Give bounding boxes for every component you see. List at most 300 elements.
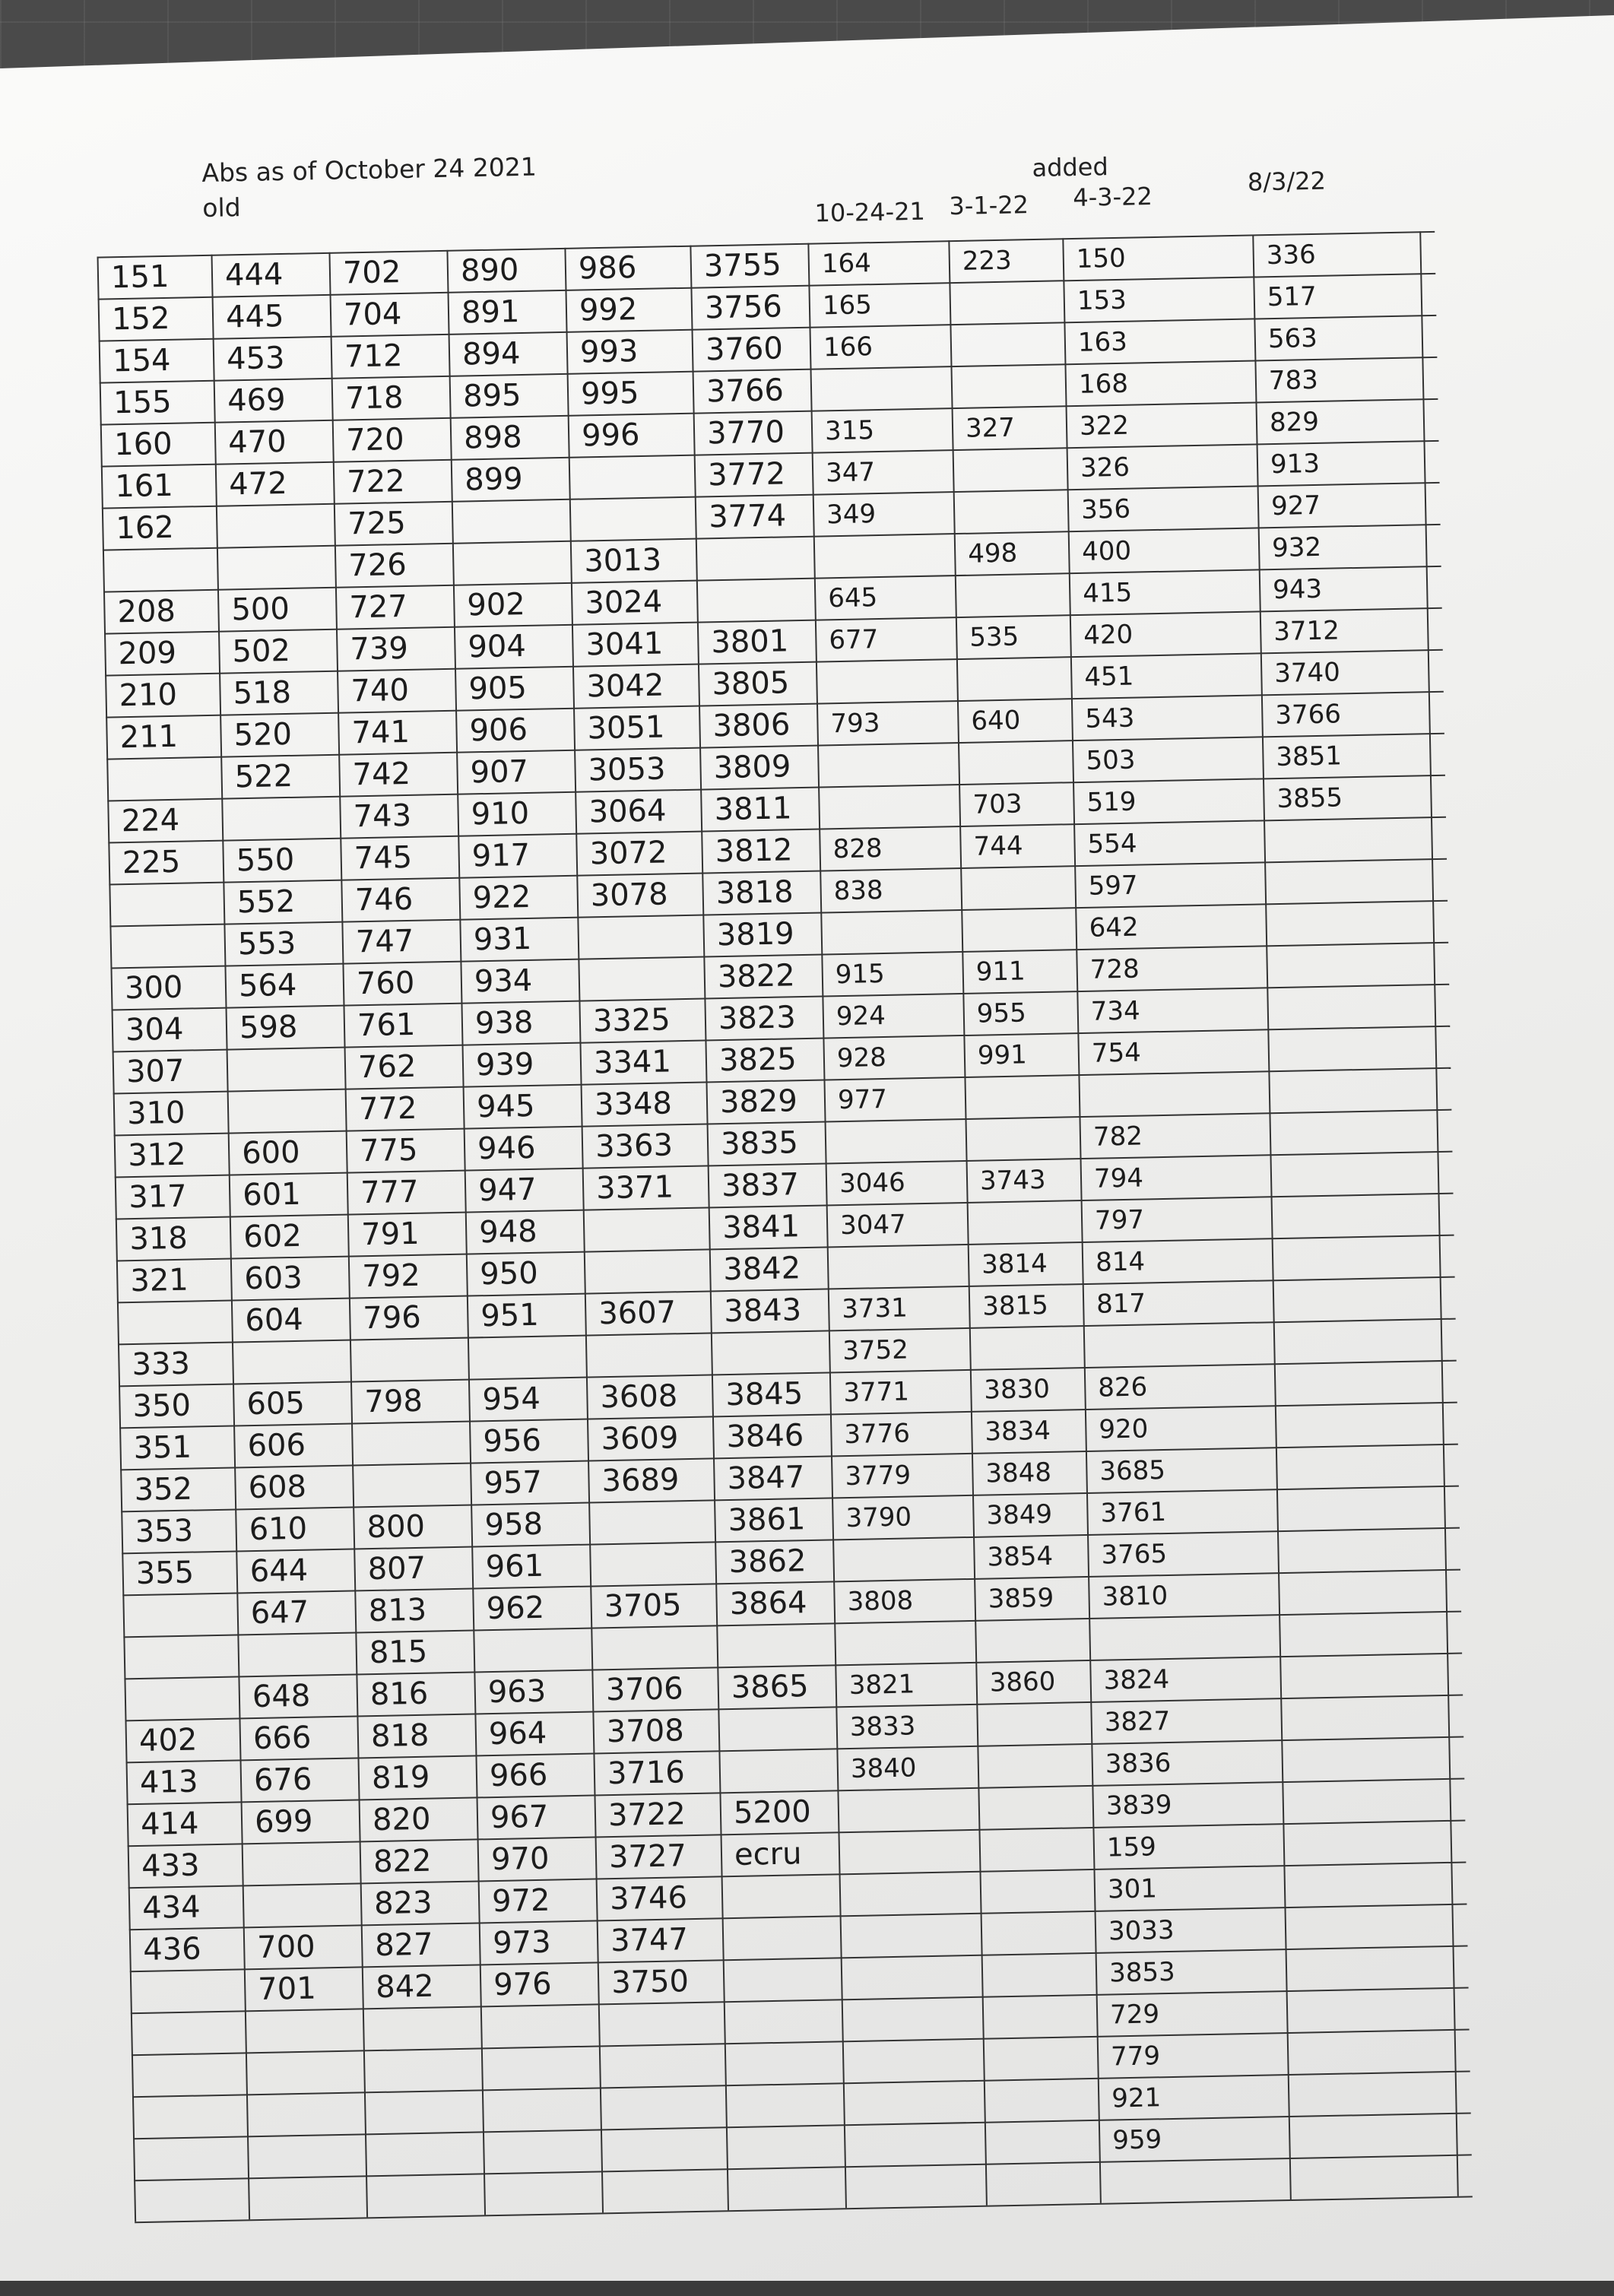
table-cell: 3607 [598, 1295, 677, 1332]
table-cell: 745 [354, 839, 413, 877]
table-cell: 152 [111, 300, 170, 338]
table-cell: 3839 [1105, 1789, 1172, 1822]
table-cell: 822 [373, 1843, 432, 1880]
table-cell: 300 [124, 969, 183, 1007]
table-cell: 744 [973, 830, 1023, 862]
table-cell: 772 [358, 1090, 417, 1127]
table-cell: 3827 [1104, 1705, 1171, 1738]
table-cell: 966 [489, 1757, 548, 1794]
table-cell: 905 [468, 670, 528, 707]
table-cell: 796 [362, 1299, 422, 1337]
table-cell: 610 [249, 1511, 308, 1548]
table-cell: 154 [112, 342, 171, 379]
table-cell: 640 [971, 705, 1021, 737]
table-cell: 160 [113, 426, 173, 463]
table-cell: 3752 [842, 1334, 909, 1367]
table-cell: 3855 [1276, 782, 1343, 815]
table-cell: 970 [490, 1841, 550, 1878]
table-cell: 754 [1091, 1037, 1142, 1069]
table-cell: 3776 [844, 1418, 911, 1451]
table-row-rule [134, 2154, 1472, 2181]
table-cell: 973 [492, 1924, 551, 1961]
table-cell: 472 [228, 465, 288, 503]
table-cell: 436 [142, 1931, 202, 1968]
header-date-3: 4-3-22 [1072, 182, 1153, 213]
table-cell: 3851 [1276, 740, 1343, 773]
table-cell: 917 [471, 837, 531, 874]
table-cell: 333 [132, 1346, 191, 1383]
table-cell: 3825 [718, 1042, 797, 1079]
table-row-rule [129, 1903, 1467, 1930]
table-cell: 920 [1098, 1413, 1149, 1445]
table-cell: 3810 [1102, 1580, 1168, 1613]
table-cell: 605 [246, 1385, 306, 1422]
table-cell: 3822 [717, 958, 796, 995]
table-cell: 3809 [713, 749, 791, 786]
table-cell: 162 [115, 509, 175, 547]
table-cell: 3771 [843, 1376, 910, 1409]
table-cell: 3064 [588, 793, 667, 830]
table-cell: 3849 [986, 1498, 1053, 1531]
table-cell: 828 [832, 833, 883, 865]
table-cell: 3846 [726, 1418, 804, 1455]
table-cell: 902 [466, 586, 526, 623]
table-cell: 775 [359, 1132, 418, 1169]
table-cell: 3756 [704, 289, 783, 326]
table-cell: 223 [962, 245, 1013, 277]
table-cell: 3706 [605, 1671, 684, 1708]
table-cell: 972 [491, 1882, 550, 1920]
table-cell: 964 [488, 1715, 547, 1752]
table-cell: 310 [126, 1095, 185, 1132]
table-cell: 934 [474, 962, 533, 1000]
table-cell: 3740 [1273, 657, 1341, 690]
table-cell: 842 [375, 1968, 435, 2006]
table-cell: 415 [1082, 577, 1133, 609]
table-cell: 947 [477, 1172, 537, 1209]
table-cell: 208 [117, 593, 176, 630]
table-cell: 922 [472, 879, 531, 916]
table-cell: 336 [1266, 239, 1317, 271]
table-cell: 729 [1109, 1999, 1160, 2031]
table-cell: 564 [238, 967, 297, 1004]
table-cell: 3760 [705, 331, 784, 368]
table-cell: 3819 [716, 916, 795, 953]
table-cell: 946 [477, 1130, 536, 1167]
table-cell: 826 [1097, 1372, 1148, 1403]
table-cell: 957 [484, 1464, 543, 1502]
table-cell: 3854 [987, 1540, 1054, 1573]
table-cell: 718 [344, 379, 404, 417]
table-cell: 950 [479, 1255, 539, 1292]
table-cell: 782 [1092, 1121, 1143, 1153]
table-cell: ecru [734, 1836, 802, 1873]
table-cell: 553 [237, 925, 296, 962]
table-cell: 543 [1085, 702, 1135, 734]
table-cell: 3770 [706, 414, 785, 452]
table-cell: 747 [355, 923, 414, 960]
title-line-1: Abs as of October 24 2021 [201, 151, 537, 189]
table-cell: 168 [1078, 368, 1129, 400]
table-cell: 793 [830, 708, 880, 740]
table-cell: 606 [247, 1427, 306, 1464]
table-cell: 600 [241, 1134, 300, 1172]
table-cell: 819 [371, 1759, 430, 1797]
table-cell: 3818 [715, 874, 794, 912]
table-row-rule [132, 2028, 1470, 2056]
table-cell: 791 [360, 1216, 420, 1253]
table-cell: 3790 [845, 1502, 912, 1534]
table-cell: 520 [233, 716, 293, 753]
table-cell: 911 [975, 956, 1026, 988]
table-cell: 209 [118, 635, 177, 672]
table-cell: 739 [350, 630, 409, 668]
table-column-rule [1419, 231, 1459, 2196]
table-cell: 963 [487, 1673, 547, 1711]
table-cell: 349 [826, 499, 877, 531]
table-cell: 166 [823, 331, 874, 363]
table-cell: 304 [125, 1011, 184, 1048]
table-cell: 921 [1111, 2082, 1162, 2114]
table-cell: 829 [1269, 406, 1320, 439]
table-cell: 3047 [839, 1209, 907, 1242]
table-cell: 898 [463, 420, 522, 456]
table-cell: 3046 [839, 1167, 906, 1200]
table-cell: 3805 [712, 665, 790, 702]
table-cell: 823 [373, 1885, 433, 1922]
table-cell: 3609 [601, 1420, 679, 1457]
header-date-1: 10-24-21 [814, 196, 926, 228]
table-cell: 666 [252, 1720, 312, 1757]
table-cell: 3755 [703, 247, 782, 284]
table-cell: 554 [1087, 828, 1137, 860]
table-cell: 954 [482, 1381, 541, 1418]
table-cell: 225 [122, 844, 181, 881]
table-column-rule [1252, 234, 1292, 2199]
table-cell: 563 [1267, 322, 1318, 355]
table-cell: 434 [141, 1889, 201, 1926]
table-cell: 326 [1080, 452, 1130, 484]
table-row-rule [131, 1987, 1469, 2014]
table-cell: 3750 [610, 1964, 690, 2001]
table-cell: 976 [493, 1966, 553, 2003]
table-cell: 818 [370, 1717, 430, 1755]
table-cell: 704 [343, 297, 402, 333]
table-cell: 938 [474, 1004, 534, 1042]
table-cell: 355 [135, 1555, 195, 1592]
table-cell: 817 [1096, 1288, 1146, 1320]
table-cell: 597 [1088, 870, 1138, 902]
table-cell: 400 [1081, 535, 1132, 567]
table-cell: 3847 [727, 1460, 805, 1497]
table-cell: 150 [1076, 243, 1127, 274]
table-cell: 894 [461, 336, 521, 373]
table-cell: 3823 [718, 1000, 797, 1037]
table-cell: 321 [129, 1262, 189, 1299]
table-cell: 645 [827, 582, 878, 614]
table-cell: 3689 [601, 1462, 680, 1499]
table-cell: 3761 [1100, 1496, 1167, 1529]
title-line-2: old [201, 192, 241, 224]
table-cell: 895 [462, 378, 522, 414]
table-row-rule [132, 2070, 1470, 2098]
table-cell: 356 [1080, 493, 1131, 525]
table-cell: 3041 [585, 626, 664, 663]
table-cell: 3853 [1108, 1956, 1176, 1989]
header-date-4: 8/3/22 [1247, 166, 1327, 197]
table-cell: 3835 [720, 1125, 799, 1162]
table-cell: 498 [967, 538, 1018, 569]
table-cell: 3772 [707, 456, 786, 493]
table-cell: 402 [138, 1722, 198, 1758]
table-row-rule [135, 2196, 1473, 2223]
table-cell: 453 [226, 340, 285, 377]
table-cell: 315 [824, 415, 875, 447]
table-row-rule [130, 1945, 1468, 1972]
table-cell: 518 [233, 674, 292, 712]
table-cell: 951 [480, 1297, 540, 1334]
table-cell: 602 [243, 1218, 303, 1255]
table-cell: 3837 [721, 1167, 800, 1204]
table-cell: 164 [821, 248, 872, 280]
table-cell: 741 [351, 714, 411, 751]
table-cell: 3363 [595, 1127, 674, 1165]
table-cell: 676 [253, 1762, 312, 1799]
table-cell: 352 [134, 1471, 193, 1508]
table-cell: 703 [972, 788, 1023, 820]
table-cell: 224 [121, 802, 180, 839]
table-cell: 701 [257, 1971, 317, 2008]
table-cell: 3829 [719, 1083, 798, 1121]
table-cell: 151 [110, 258, 170, 296]
table-cell: 959 [1111, 2124, 1162, 2156]
table-cell: 413 [139, 1764, 198, 1800]
added-label: added [1032, 152, 1109, 183]
table-cell: 433 [141, 1847, 200, 1884]
table-cell: 3834 [985, 1415, 1051, 1448]
table-cell: 3685 [1099, 1455, 1166, 1487]
table-cell: 3013 [583, 542, 662, 579]
table-cell: 932 [1271, 531, 1322, 564]
table-cell: 3341 [593, 1044, 672, 1081]
table-cell: 522 [234, 758, 293, 795]
table-cell: 722 [346, 463, 406, 500]
table-cell: 3348 [594, 1086, 673, 1123]
table-column-rule [564, 248, 604, 2213]
table-cell: 986 [578, 250, 637, 287]
table-cell: 3042 [586, 668, 664, 705]
table-cell: 992 [579, 292, 638, 328]
table-cell: 3860 [989, 1666, 1056, 1698]
table-cell: 816 [369, 1676, 429, 1713]
table-cell: 3808 [847, 1585, 914, 1618]
table-cell: 891 [461, 294, 520, 331]
table-cell: 746 [354, 881, 414, 918]
table-cell: 351 [133, 1429, 192, 1467]
table-cell: 798 [364, 1383, 423, 1420]
table-cell: 967 [490, 1799, 549, 1836]
table-cell: 3371 [595, 1169, 674, 1207]
table-cell: 550 [236, 842, 295, 879]
table-cell: 779 [1110, 2041, 1161, 2072]
table-cell: 3843 [723, 1292, 802, 1330]
table-cell: 3801 [710, 623, 789, 661]
table-cell: 517 [1267, 281, 1318, 313]
table-cell: 648 [252, 1678, 311, 1715]
table-cell: 720 [345, 421, 405, 458]
table-cell: 3766 [1274, 699, 1342, 731]
table-cell: 820 [372, 1801, 431, 1838]
table-cell: 3814 [981, 1248, 1048, 1280]
table-cell: 945 [476, 1088, 535, 1125]
table-cell: 993 [579, 334, 639, 370]
table-cell: 948 [478, 1213, 538, 1251]
header-date-2: 3-1-22 [949, 190, 1029, 221]
table-cell: 163 [1077, 326, 1128, 358]
table-cell: 353 [135, 1513, 194, 1550]
table-cell: 3727 [608, 1838, 687, 1876]
table-column-rule [948, 240, 988, 2206]
table-cell: 760 [356, 965, 415, 1002]
table-cell: 470 [227, 423, 287, 461]
table-cell: 797 [1094, 1204, 1145, 1236]
table-cell: 312 [127, 1137, 187, 1174]
document-title [201, 150, 537, 226]
table-cell: 3859 [988, 1582, 1054, 1615]
table-cell: 347 [825, 457, 876, 489]
table-cell: 712 [344, 338, 403, 375]
table-cell: 762 [357, 1048, 417, 1086]
table-cell: 444 [224, 256, 284, 293]
table-cell: 3845 [725, 1376, 804, 1413]
table-cell: 211 [119, 718, 179, 756]
table-row-rule [103, 566, 1441, 593]
table-cell: 3842 [722, 1251, 801, 1288]
table-cell: 3841 [721, 1209, 801, 1246]
table-cell: 899 [464, 461, 524, 498]
table-cell: 740 [350, 672, 410, 709]
table-cell: 3078 [590, 877, 668, 914]
table-cell: 155 [113, 384, 173, 421]
table-cell: 813 [368, 1592, 427, 1629]
table-row-rule [133, 2112, 1471, 2139]
table-cell: 604 [244, 1302, 304, 1339]
table-cell: 608 [248, 1469, 307, 1506]
table-cell: 3712 [1273, 615, 1340, 648]
table-cell: 928 [836, 1042, 887, 1074]
table-cell: 519 [1086, 786, 1137, 818]
table-cell: 958 [484, 1506, 544, 1543]
table-cell: 647 [250, 1594, 309, 1632]
table-cell: 3053 [588, 751, 666, 788]
table-cell: 727 [348, 588, 408, 626]
table-cell: 159 [1106, 1831, 1157, 1863]
table-cell: 3779 [845, 1460, 912, 1492]
table-cell: 3833 [849, 1711, 916, 1743]
table-cell: 783 [1268, 364, 1319, 397]
table-cell: 3722 [607, 1797, 687, 1834]
table-cell: 603 [243, 1260, 303, 1297]
table-cell: 702 [342, 255, 401, 291]
table-cell: 996 [581, 417, 640, 454]
table-cell: 3716 [607, 1755, 686, 1792]
table-cell: 931 [473, 921, 532, 958]
table-cell: 535 [969, 621, 1019, 653]
table-cell: 350 [132, 1387, 192, 1425]
table-cell: 962 [486, 1590, 545, 1627]
table-cell: 734 [1090, 995, 1141, 1027]
table-cell: 322 [1079, 410, 1130, 442]
table-cell: 700 [256, 1929, 316, 1966]
table-cell: 3743 [979, 1164, 1046, 1197]
table-cell: 3608 [600, 1378, 678, 1416]
table-cell: 956 [483, 1422, 542, 1460]
table-cell: 814 [1095, 1246, 1146, 1278]
table-cell: 3812 [715, 832, 793, 870]
table-cell: 3033 [1108, 1914, 1175, 1947]
table-cell: 552 [236, 883, 296, 921]
table-cell: 210 [119, 677, 178, 714]
table-cell: 3072 [589, 835, 667, 872]
table-cell: 699 [254, 1803, 313, 1841]
table-cell: 991 [977, 1039, 1028, 1071]
table-cell: 955 [976, 997, 1027, 1029]
table-cell: 3862 [728, 1543, 807, 1581]
table-cell: 890 [460, 252, 519, 289]
table-cell: 3766 [706, 373, 785, 410]
table-cell: 3325 [592, 1002, 671, 1039]
table-cell: 318 [128, 1220, 189, 1257]
table-cell: 445 [225, 298, 284, 335]
table-cell: 3815 [981, 1289, 1049, 1322]
table-cell: 307 [125, 1053, 185, 1090]
table-cell: 451 [1083, 661, 1134, 693]
table-cell: 3765 [1101, 1538, 1168, 1571]
table-cell: 3708 [606, 1713, 685, 1750]
table-cell: 792 [361, 1257, 421, 1295]
table-cell: 3774 [708, 498, 787, 535]
table-cell: 761 [357, 1007, 416, 1044]
table-row-rule [126, 1736, 1464, 1764]
table-cell: 469 [227, 382, 286, 419]
table-cell: 939 [475, 1046, 534, 1083]
table-cell: 910 [471, 795, 530, 832]
table-cell: 726 [347, 547, 407, 584]
table-cell: 807 [367, 1550, 426, 1587]
table-cell: 913 [1270, 448, 1321, 480]
table-cell: 601 [242, 1176, 302, 1213]
table-cell: 3024 [584, 584, 663, 621]
table-cell: 904 [468, 628, 527, 665]
table-cell: 777 [360, 1174, 420, 1211]
table-cell: 644 [249, 1552, 309, 1590]
table-cell: 161 [114, 468, 174, 505]
table-cell: 977 [837, 1083, 888, 1116]
table-cell: 3865 [731, 1669, 810, 1706]
table-cell: 827 [374, 1927, 434, 1964]
table-cell: 165 [822, 290, 873, 322]
table-cell: 3821 [848, 1669, 915, 1701]
table-cell: 598 [239, 1009, 298, 1046]
table-cell: 924 [836, 1000, 886, 1032]
table-cell: 3824 [1103, 1663, 1170, 1696]
table-cell: 943 [1272, 573, 1323, 606]
table-cell: 838 [833, 874, 883, 907]
table-cell: 677 [828, 624, 879, 656]
table-cell: 995 [580, 376, 639, 412]
table-cell: 725 [347, 505, 407, 542]
table-cell: 800 [366, 1508, 426, 1546]
